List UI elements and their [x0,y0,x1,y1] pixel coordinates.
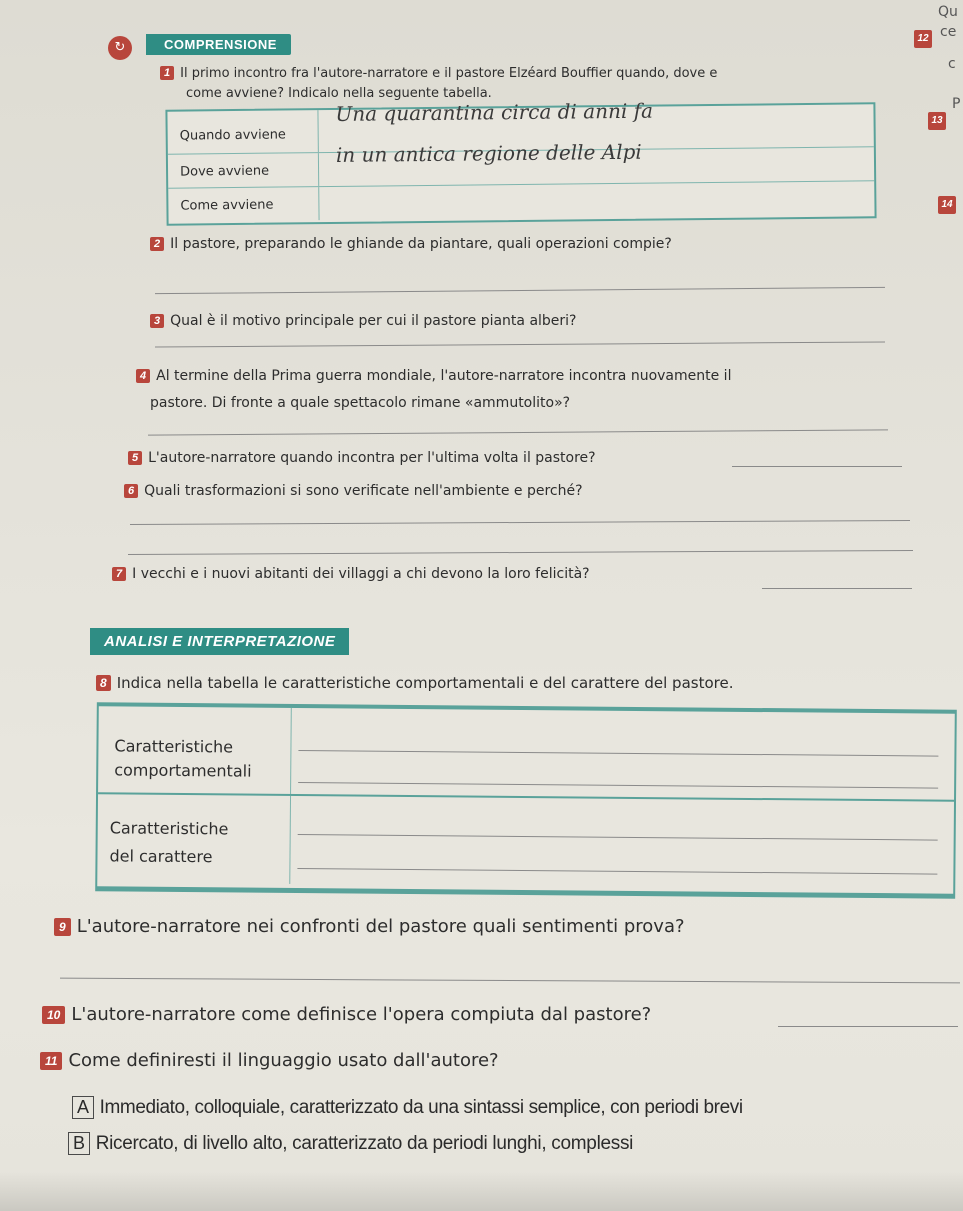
side-text: Qu [938,4,958,20]
answer-line[interactable] [130,520,910,525]
answer-line[interactable] [298,834,938,841]
option-letter: A [72,1096,94,1119]
answer-line[interactable] [298,782,938,789]
question-11: 11 Come definiresti il linguaggio usato dall'autore? [40,1050,499,1071]
q1-table [165,98,876,225]
answer-line[interactable] [148,429,888,435]
analisi-heading: ANALISI E INTERPRETAZIONE [90,628,349,655]
question-5: 5 L'autore-narratore quando incontra per l'ultima volta il pastore? [128,450,596,466]
option-letter: B [68,1132,90,1155]
question-1: 1 Il primo incontro fra l'autore-narratore e il pastore Elzéard Bouffier quando, dove e [160,66,717,81]
side-question-13: 13 [928,112,946,130]
option-b[interactable]: B Ricercato, di livello alto, caratterizzato da periodi lunghi, complessi [68,1132,633,1155]
side-question-12: 12 [914,30,932,48]
question-10: 10 L'autore-narratore come definisce l'opera compiuta dal pastore? [42,1004,651,1025]
q1-row-when: Quando avviene Una quarantina circa di anni fa [167,104,873,154]
q8-row-behavioural: Caratteristiche comportamentali [98,706,955,801]
question-2: 2 Il pastore, preparando le ghiande da piantare, quali operazioni compie? [150,236,672,252]
question-9: 9 L'autore-narratore nei confronti del pastore quali sentimenti prova? [54,916,685,937]
q8-table [95,702,957,898]
option-a[interactable]: A Immediato, colloquiale, caratterizzato da una sintassi semplice, con periodi brevi [72,1096,743,1119]
question-8: 8 Indica nella tabella le caratteristiche comportamentali e del carattere del pastore. [96,674,733,692]
side-text: ce [940,24,957,40]
question-3: 3 Qual è il motivo principale per cui il pastore pianta alberi? [150,313,577,329]
page-shadow [0,1171,963,1211]
answer-line[interactable] [778,1026,958,1027]
question-4: 4 Al termine della Prima guerra mondiale, l'autore-narratore incontra nuovamente il [136,368,731,384]
answer-line[interactable] [297,868,937,875]
question-4-line2: pastore. Di fronte a quale spettacolo rimane «ammutolito»? [150,395,571,411]
handwritten-answer[interactable]: in un antica regione delle Alpi [335,139,642,167]
q8-row-character: Caratteristiche del carattere [97,794,954,889]
answer-line[interactable] [732,466,902,467]
question-6: 6 Quali trasformazioni si sono verificate nell'ambiente e perché? [124,483,583,499]
question-1-line2: come avviene? Indicalo nella seguente tabella. [186,86,492,101]
side-text: P [952,96,961,112]
question-number: 1 [160,66,174,80]
q1-row-how: Come avviene [168,181,874,221]
answer-line[interactable] [298,750,938,757]
answer-line[interactable] [762,588,912,589]
side-question-14: 14 [938,196,956,214]
answer-line[interactable] [60,978,960,984]
answer-line[interactable] [128,550,913,555]
circled-arrows-icon: ↻ [114,40,126,55]
side-text: c [948,56,956,72]
q1-row-where: Dove avviene in un antica regione delle Alpi [168,147,874,188]
answer-line[interactable] [155,287,885,294]
handwritten-answer[interactable]: Una quarantina circa di anni fa [335,98,654,126]
comprensione-heading: COMPRENSIONE [146,34,291,55]
answer-line[interactable] [155,341,885,347]
question-7: 7 I vecchi e i nuovi abitanti dei villaggi a chi devono la loro felicità? [112,566,590,582]
section-icon [108,36,132,60]
